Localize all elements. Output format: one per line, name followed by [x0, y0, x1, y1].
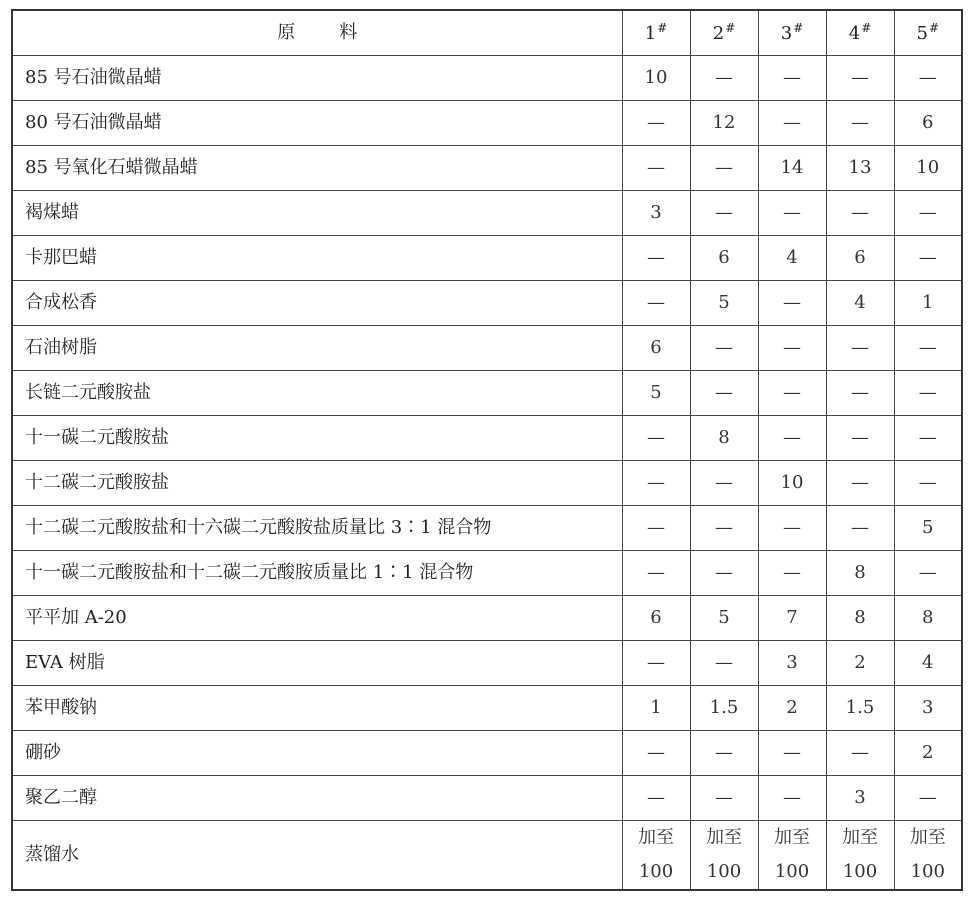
- amount-cell: 1: [622, 686, 690, 731]
- amount-prefix: 加至: [842, 827, 878, 848]
- amount-cell: —: [690, 551, 758, 596]
- table-row: [12, 461, 962, 506]
- material-cell: 十二碳二元酸胺盐和十六碳二元酸胺盐质量比 3∶1 混合物: [12, 506, 622, 551]
- formula-table: [11, 9, 963, 891]
- amount-cell: —: [690, 326, 758, 371]
- amount-cell: [758, 821, 826, 891]
- amount-cell: —: [690, 461, 758, 506]
- amount-cell: —: [758, 101, 826, 146]
- table-row: [12, 191, 962, 236]
- material-header-char-1: 原: [277, 22, 296, 44]
- material-column-header: [12, 10, 622, 56]
- amount-cell: 1.5: [690, 686, 758, 731]
- amount-cell: —: [690, 191, 758, 236]
- formula-number: 2: [712, 23, 725, 45]
- amount-cell: —: [622, 416, 690, 461]
- amount-cell: —: [894, 551, 962, 596]
- amount-cell: —: [826, 371, 894, 416]
- formula-mark: #: [657, 21, 668, 36]
- amount-cell: 4: [894, 641, 962, 686]
- amount-cell: —: [758, 191, 826, 236]
- amount-cell: —: [758, 776, 826, 821]
- table-row: [12, 371, 962, 416]
- amount-cell: 3: [622, 191, 690, 236]
- formula-4-header: [826, 10, 894, 56]
- amount-cell: 10: [894, 146, 962, 191]
- header-row: [12, 10, 962, 56]
- amount-cell: 5: [690, 596, 758, 641]
- material-cell: 褐煤蜡: [12, 191, 622, 236]
- material-cell: 80 号石油微晶蜡: [12, 101, 622, 146]
- amount-cell: 8: [826, 551, 894, 596]
- formula-mark: #: [861, 21, 872, 36]
- amount-cell: 6: [894, 101, 962, 146]
- amount-cell: —: [894, 326, 962, 371]
- formula-mark: #: [793, 21, 804, 36]
- formula-number: 5: [916, 23, 928, 45]
- amount-cell: —: [758, 506, 826, 551]
- amount-cell: —: [758, 56, 826, 101]
- table-row: [12, 101, 962, 146]
- amount-value: 100: [774, 861, 810, 882]
- formula-5-header: [894, 10, 962, 56]
- amount-cell: —: [690, 506, 758, 551]
- formula-mark: #: [725, 21, 736, 36]
- amount-cell: —: [826, 506, 894, 551]
- table-row: [12, 596, 962, 641]
- formula-2-header: [690, 10, 758, 56]
- amount-cell: 2: [826, 641, 894, 686]
- table-row: [12, 731, 962, 776]
- amount-cell: —: [690, 56, 758, 101]
- table-row-distilled-water: [12, 821, 962, 891]
- material-cell: 平平加 A-20: [12, 596, 622, 641]
- amount-cell: —: [622, 281, 690, 326]
- amount-cell: 2: [758, 686, 826, 731]
- amount-value: 100: [638, 861, 674, 882]
- amount-cell: 6: [826, 236, 894, 281]
- amount-cell: —: [690, 776, 758, 821]
- amount-cell: 10: [622, 56, 690, 101]
- amount-cell: 1: [894, 281, 962, 326]
- table-body: [12, 56, 962, 891]
- material-cell: 石油树脂: [12, 326, 622, 371]
- material-cell: 苯甲酸钠: [12, 686, 622, 731]
- table-row: [12, 686, 962, 731]
- amount-value: 100: [842, 861, 878, 882]
- amount-cell: —: [894, 416, 962, 461]
- amount-cell: 5: [690, 281, 758, 326]
- amount-cell: 14: [758, 146, 826, 191]
- amount-cell: —: [758, 551, 826, 596]
- amount-cell: 8: [826, 596, 894, 641]
- material-cell: 十二碳二元酸胺盐: [12, 461, 622, 506]
- amount-cell: 6: [690, 236, 758, 281]
- amount-cell: [826, 821, 894, 891]
- amount-cell: —: [622, 641, 690, 686]
- amount-cell: —: [622, 731, 690, 776]
- amount-cell: 1.5: [826, 686, 894, 731]
- amount-cell: 3: [758, 641, 826, 686]
- amount-cell: [622, 821, 690, 891]
- table-row: [12, 326, 962, 371]
- amount-cell: —: [690, 731, 758, 776]
- amount-cell: 5: [622, 371, 690, 416]
- amount-cell: —: [826, 56, 894, 101]
- amount-prefix: 加至: [706, 827, 742, 848]
- amount-cell: 10: [758, 461, 826, 506]
- amount-cell: —: [894, 371, 962, 416]
- amount-cell: —: [622, 776, 690, 821]
- material-cell: 85 号石油微晶蜡: [12, 56, 622, 101]
- amount-cell: —: [826, 416, 894, 461]
- material-header-char-2: 料: [339, 22, 358, 44]
- amount-cell: 8: [690, 416, 758, 461]
- table-row: [12, 506, 962, 551]
- amount-cell: —: [622, 146, 690, 191]
- material-cell: 蒸馏水: [12, 821, 622, 891]
- table-row: [12, 56, 962, 101]
- material-cell: 十一碳二元酸胺盐和十二碳二元酸胺质量比 1∶1 混合物: [12, 551, 622, 596]
- table-row: [12, 551, 962, 596]
- amount-cell: —: [758, 326, 826, 371]
- amount-cell: —: [826, 326, 894, 371]
- material-cell: 合成松香: [12, 281, 622, 326]
- formula-number: 4: [848, 23, 861, 45]
- table-row: [12, 236, 962, 281]
- amount-cell: 5: [894, 506, 962, 551]
- amount-cell: [894, 821, 962, 891]
- formula-number: 3: [780, 23, 793, 45]
- amount-cell: —: [758, 731, 826, 776]
- amount-cell: 3: [894, 686, 962, 731]
- amount-cell: —: [690, 146, 758, 191]
- material-cell: 聚乙二醇: [12, 776, 622, 821]
- amount-cell: —: [758, 281, 826, 326]
- table-row: [12, 146, 962, 191]
- amount-prefix: 加至: [638, 827, 674, 848]
- amount-cell: [690, 821, 758, 891]
- amount-cell: —: [758, 416, 826, 461]
- amount-cell: 6: [622, 326, 690, 371]
- amount-cell: 4: [826, 281, 894, 326]
- table-row: [12, 281, 962, 326]
- amount-cell: —: [894, 776, 962, 821]
- table-row: [12, 776, 962, 821]
- amount-cell: —: [622, 461, 690, 506]
- amount-cell: —: [622, 506, 690, 551]
- amount-prefix: 加至: [774, 827, 810, 848]
- amount-cell: —: [622, 101, 690, 146]
- amount-cell: 13: [826, 146, 894, 191]
- amount-cell: —: [622, 236, 690, 281]
- formula-number: 1: [644, 23, 657, 45]
- amount-cell: —: [894, 461, 962, 506]
- table-row: [12, 641, 962, 686]
- amount-cell: 2: [894, 731, 962, 776]
- amount-cell: —: [622, 551, 690, 596]
- amount-cell: —: [690, 641, 758, 686]
- amount-cell: —: [894, 56, 962, 101]
- formula-3-header: [758, 10, 826, 56]
- material-cell: 硼砂: [12, 731, 622, 776]
- amount-value: 100: [910, 861, 945, 882]
- material-cell: EVA 树脂: [12, 641, 622, 686]
- amount-cell: 8: [894, 596, 962, 641]
- amount-cell: —: [894, 191, 962, 236]
- amount-cell: 6: [622, 596, 690, 641]
- amount-cell: —: [690, 371, 758, 416]
- formula-mark: #: [928, 21, 939, 36]
- amount-cell: 3: [826, 776, 894, 821]
- amount-cell: —: [758, 371, 826, 416]
- amount-cell: 12: [690, 101, 758, 146]
- amount-cell: 4: [758, 236, 826, 281]
- material-cell: 十一碳二元酸胺盐: [12, 416, 622, 461]
- amount-cell: 7: [758, 596, 826, 641]
- material-cell: 85 号氧化石蜡微晶蜡: [12, 146, 622, 191]
- table-row: [12, 416, 962, 461]
- amount-cell: —: [826, 101, 894, 146]
- material-cell: 卡那巴蜡: [12, 236, 622, 281]
- amount-cell: —: [826, 461, 894, 506]
- amount-cell: —: [826, 191, 894, 236]
- amount-value: 100: [706, 861, 742, 882]
- material-cell: 长链二元酸胺盐: [12, 371, 622, 416]
- amount-cell: —: [894, 236, 962, 281]
- formula-1-header: [622, 10, 690, 56]
- amount-prefix: 加至: [909, 827, 946, 848]
- amount-cell: —: [826, 731, 894, 776]
